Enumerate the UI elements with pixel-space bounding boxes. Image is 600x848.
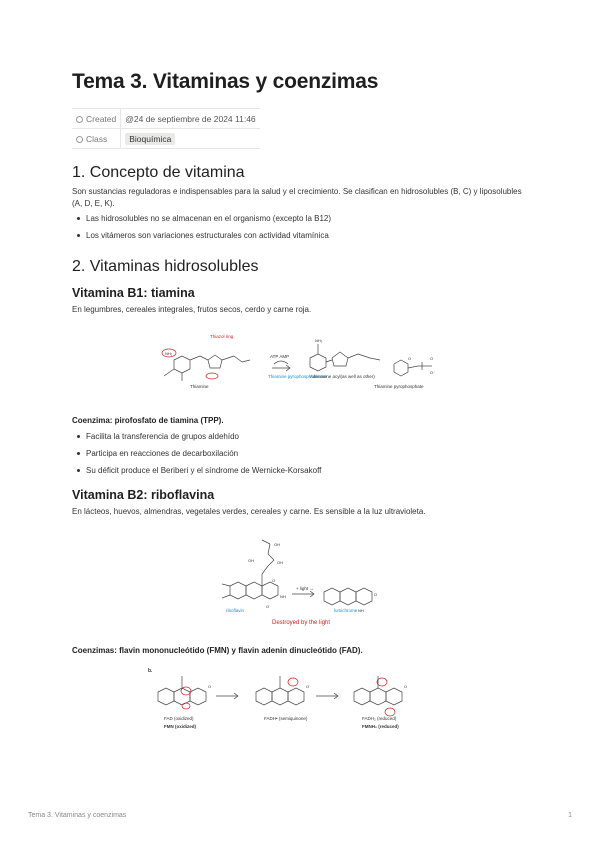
property-key: Created [72,109,121,129]
subsection-heading: Vitamina B1: tiamina [72,286,195,300]
select-icon [76,136,83,143]
figure-caption: lumichrome [334,608,358,613]
figure-label: Adenosine acyl(as well as other) [310,374,375,379]
figure-caption: riboflavin [226,608,245,613]
page-number: 1 [568,812,572,819]
section-heading: 2. Vitaminas hidrosolubles [72,258,259,275]
property-value [121,129,260,149]
property-key: Class [72,129,121,149]
figure-label: + light → [296,586,314,591]
figure-caption: Destroyed by the light [272,620,331,626]
svg-text:O⁻: O⁻ [430,370,436,375]
figure-label: Thiazol ring [210,334,234,339]
list-item: Facilita la transferencia de grupos aldehído [72,431,321,448]
bullet-list [72,431,321,482]
clock-icon [76,116,83,123]
page-title: Tema 3. Vitaminas y coenzimas [72,70,379,93]
figure-label: ATP AMP [270,354,290,359]
paragraph: En lácteos, huevos, almendras, vegetales verdes, cereales y carne. Es sensible a la luz ultravioleta. [72,507,426,516]
property-value: @24 de septiembre de 2024 11:46 [121,109,260,129]
svg-text:OH: OH [274,542,280,547]
flavin-figure [148,668,448,744]
figure-caption: Thiamine [190,384,209,389]
list-item: Los vitámeros son variaciones estructurales con actividad vitamínica [72,230,331,247]
svg-text:O: O [266,604,270,609]
list-item: Participa en reacciones de decarboxilación [72,448,321,465]
svg-text:O: O [408,356,412,361]
figure-caption: FAD (oxidized) [164,716,194,721]
list-item: Las hidrosolubles no se almacenan en el organismo (excepto la B12) [72,213,331,230]
list-item: Su déficit produce el Beriberi y el síndrome de Wernicke-Korsakoff [72,465,321,482]
section-heading: 1. Concepto de vitamina [72,164,245,181]
svg-text:O: O [374,592,378,597]
bullet-list [72,213,331,247]
paragraph: Son sustancias reguladoras e indispensables para la salud y el crecimiento. Se clasifican en hidrosolubles (B, C) y liposolubles (A, D, E, K). [72,187,522,208]
riboflavin-structure [222,534,382,630]
svg-text:O: O [272,578,276,583]
figure-caption: FMN (oxidized) [164,724,196,729]
svg-text:NH₂: NH₂ [165,351,173,356]
properties-table [72,108,260,149]
riboflavin-figure [222,534,382,630]
svg-text:NH: NH [280,594,286,599]
svg-text:NH: NH [358,608,364,613]
paragraph: En legumbres, cereales integrales, frutos secos, cerdo y carne roja. [72,305,312,314]
svg-text:OH: OH [248,558,254,563]
class-tag[interactable]: Bioquímica [125,133,175,145]
svg-text:NH₂: NH₂ [315,338,323,343]
coenzyme-label: Coenzimas: flavin mononucleótido (FMN) y flavin adenin dinucleótido (FAD). [72,646,363,655]
coenzyme-label: Coenzima: pirofosfato de tiamina (TPP). [72,416,224,425]
footer-title: Tema 3. Vitaminas y coenzimas [28,812,127,819]
figure-label: Thiamine pyrophosphokinase [268,374,327,379]
figure-caption: FMNH₂ (reduced) [362,724,399,729]
figure-caption: FADH• (semiquinone) [264,716,308,721]
svg-text:O: O [430,356,434,361]
property-row[interactable] [72,109,260,129]
flavin-structures [148,668,448,744]
subsection-heading: Vitamina B2: riboflavina [72,488,215,502]
figure-caption: FADH₂ (reduced) [362,716,397,721]
thiamine-figure [160,332,450,394]
figure-caption: Thiamine pyrophosphate [374,384,424,389]
svg-text:OH: OH [277,560,283,565]
property-row[interactable] [72,129,260,149]
figure-panel-label: b. [148,668,153,674]
svg-text:O: O [208,684,212,689]
svg-text:O: O [404,684,408,689]
svg-text:O: O [306,684,310,689]
